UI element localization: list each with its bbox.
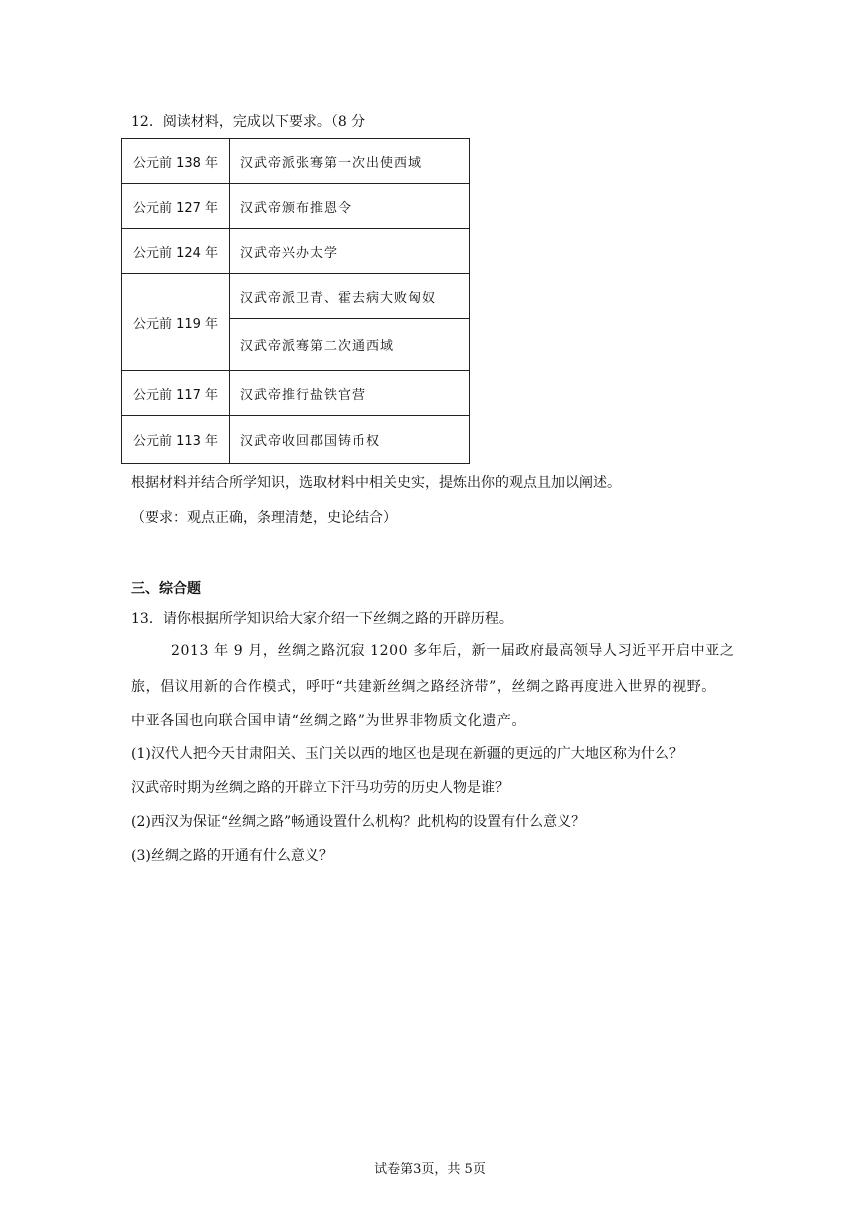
page-footer: 试卷第3页，共 5页 <box>374 1162 486 1177</box>
event-cell: 汉武帝派卫青、霍去病大败匈奴 <box>230 274 470 319</box>
table-row <box>122 184 470 229</box>
section-heading: 三、综合题 <box>131 581 201 597</box>
year-cell: 公元前 117 年 <box>122 371 230 416</box>
sub-question: (1)汉代人把今天甘肃阳关、玉门关以西的地区也是现在新疆的更远的广大地区称为什么？ <box>131 746 683 762</box>
passage-line: 旅，倡议用新的合作模式，呼吁“共建新丝绸之路经济带”，丝绸之路再度进入世界的视野。 <box>131 679 716 695</box>
sub-question: 汉武帝时期为丝绸之路的开辟立下汗马功劳的历史人物是谁？ <box>131 780 509 796</box>
question-12-requirement: （要求：观点正确，条理清楚，史论结合） <box>131 510 397 526</box>
event-cell: 汉武帝派骞第二次通西域 <box>230 319 470 371</box>
event-cell: 汉武帝推行盐铁官营 <box>230 371 470 416</box>
question-12-instruction: 根据材料并结合所学知识，选取材料中相关史实，提炼出你的观点且加以阐述。 <box>131 475 621 491</box>
event-cell: 汉武帝收回郡国铸币权 <box>230 416 470 464</box>
year-cell: 公元前 119 年 <box>122 274 230 371</box>
question-13-title: 13．请你根据所学知识给大家介绍一下丝绸之路的开辟历程。 <box>131 611 513 627</box>
passage-line: 中亚各国也向联合国申请“丝绸之路”为世界非物质文化遗产。 <box>131 713 527 729</box>
year-cell: 公元前 124 年 <box>122 229 230 274</box>
table-row <box>122 416 470 464</box>
table-row <box>122 229 470 274</box>
table-row <box>122 139 470 184</box>
year-cell: 公元前 127 年 <box>122 184 230 229</box>
year-cell: 公元前 113 年 <box>122 416 230 464</box>
question-12-title: 12．阅读材料，完成以下要求。（8 分 <box>131 114 366 130</box>
history-events-table <box>121 138 470 464</box>
year-cell: 公元前 138 年 <box>122 139 230 184</box>
event-cell: 汉武帝颁布推恩令 <box>230 184 470 229</box>
event-cell: 汉武帝派张骞第一次出使西域 <box>230 139 470 184</box>
sub-question: (3)丝绸之路的开通有什么意义？ <box>131 848 333 864</box>
passage-line: 2013 年 9 月，丝绸之路沉寂 1200 多年后，新一届政府最高领导人习近平开启中亚之 <box>171 643 735 659</box>
sub-question: (2)西汉为保证“丝绸之路”畅通设置什么机构？此机构的设置有什么意义？ <box>131 814 586 830</box>
event-cell: 汉武帝兴办太学 <box>230 229 470 274</box>
table-row <box>122 274 470 319</box>
table-row <box>122 371 470 416</box>
